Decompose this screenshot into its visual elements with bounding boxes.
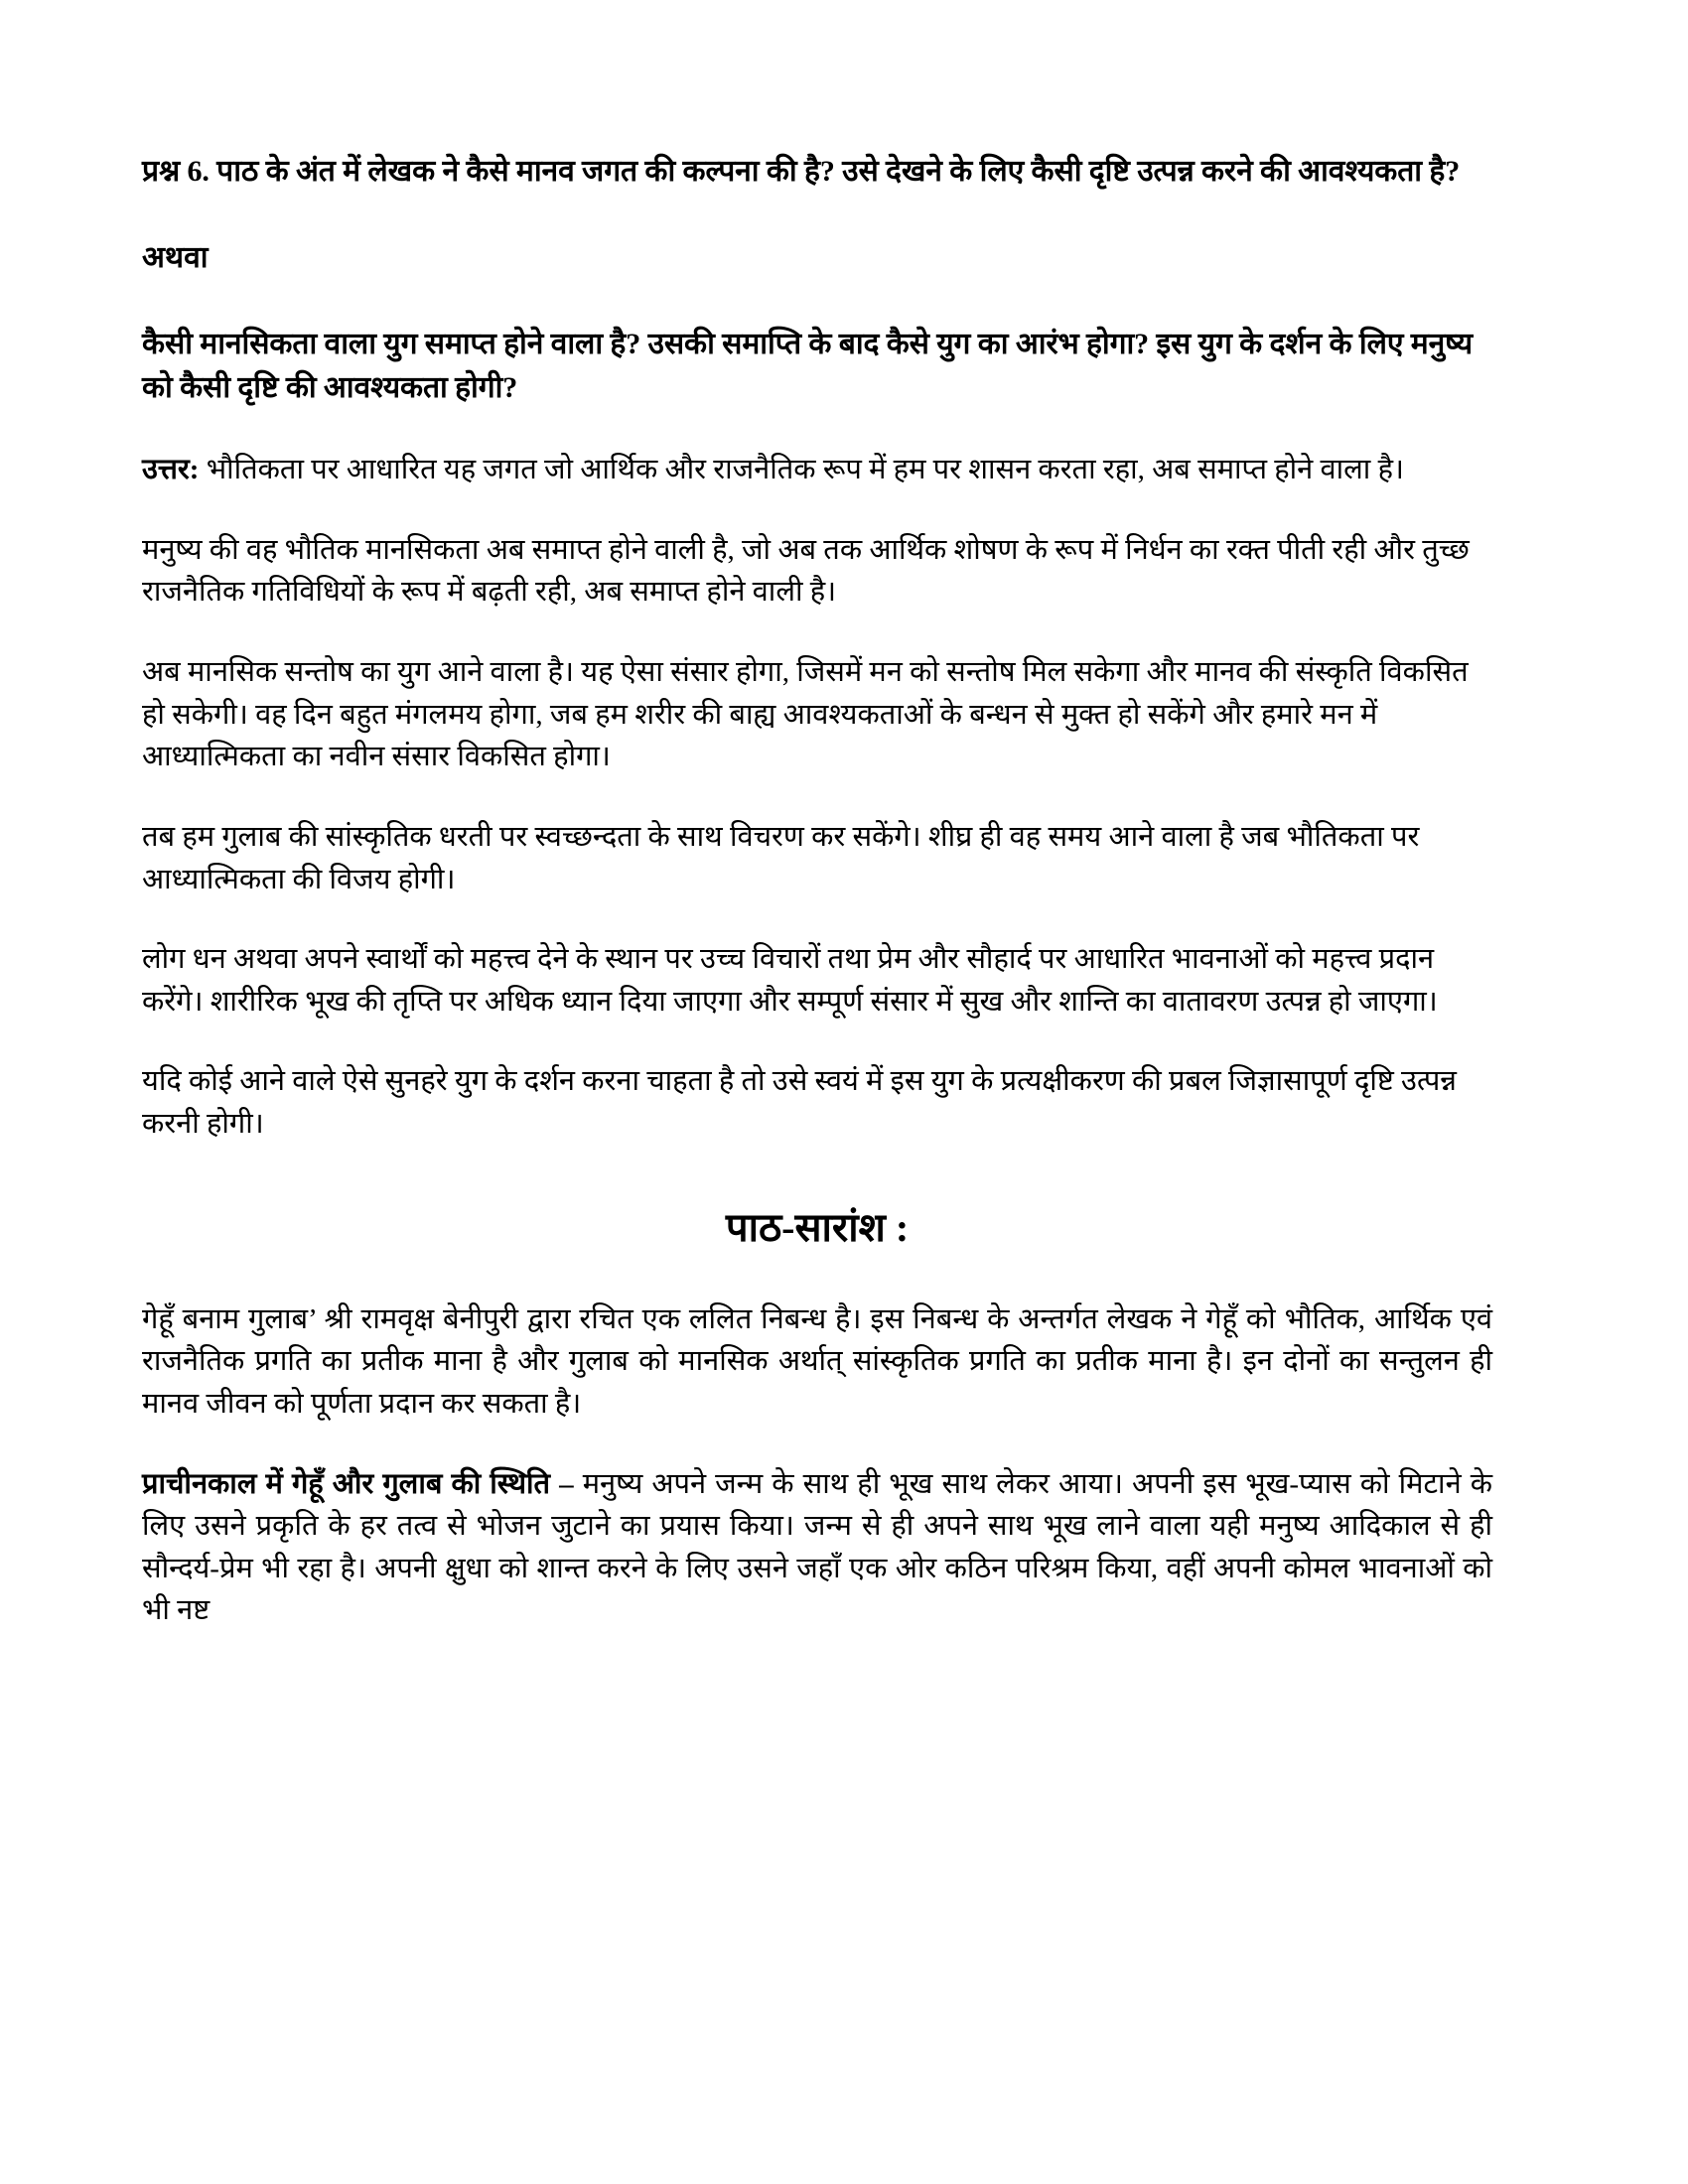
summary-section-title: पाठ-सारांश : (725, 1204, 910, 1250)
answer-paragraph-4: तब हम गुलाब की सांस्कृतिक धरती पर स्वच्छन्दता के साथ विचरण कर सकेंगे। शीघ्र ही वह समय आने वाला है जब भौतिकता पर आध्यात्मिकता की विजय होगी। (142, 820, 1420, 895)
answer-paragraph-1-text: भौतिकता पर आधारित यह जगत जो आर्थिक और राजनैतिक रूप में हम पर शासन करता रहा, अब समाप्त होने वाला है। (199, 454, 1404, 486)
answer-paragraph-3: अब मानसिक सन्तोष का युग आने वाला है। यह ऐसा संसार होगा, जिसमें मन को सन्तोष मिल सकेगा और मानव की संस्कृति विकसित हो सकेगी। वह दिन बहुत मंगलमय होगा, जब हम शरीर की बाह्य आवश्यकताओं के बन्धन से मुक्त हो सकेंगे और हमारे मन में आध्यात्मिकता का नवीन संसार विकसित होगा। (142, 656, 1469, 773)
summary-subsection-heading: प्राचीनकाल में गेहूँ और गुलाब की स्थिति – (142, 1467, 574, 1500)
answer-paragraph-6: यदि कोई आने वाले ऐसे सुनहरे युग के दर्शन करना चाहता है तो उसे स्वयं में इस युग के प्रत्यक्षीकरण की प्रबल जिज्ञासापूर्ण दृष्टि उत्पन्न करनी होगी। (142, 1065, 1457, 1141)
question-heading: प्रश्न 6. पाठ के अंत में लेखक ने कैसे मानव जगत की कल्पना की है? उसे देखने के लिए कैसी दृष्टि उत्पन्न करने की आवश्यकता है? (142, 155, 1461, 188)
answer-paragraph-1 (142, 449, 1492, 491)
summary-subsection-body: मनुष्य अपने जन्म के साथ ही भूख साथ लेकर आया। अपनी इस भूख-प्यास को मिटाने के लिए उसने प्रकृति के हर तत्व से भोजन जुटाने का प्रयास किया। जन्म से ही अपने साथ भूख लाने वाला यही मनुष्य आदिकाल से ही सौन्दर्य-प्रेम भी रहा है। अपनी क्षुधा को शान्त करने के लिए उसने जहाँ एक ओर कठिन परिश्रम किया, वहीं अपनी कोमल भावनाओं को भी नष्ट (142, 1467, 1493, 1627)
answer-label: उत्तर: (142, 454, 200, 486)
document-body (142, 151, 1492, 1632)
alternative-question-heading: कैसी मानसिकता वाला युग समाप्त होने वाला है? उसकी समाप्ति के बाद कैसे युग का आरंभ होगा? इस युग के दर्शन के लिए मनुष्य को कैसी दृष्टि की आवश्यकता होगी? (142, 328, 1474, 404)
summary-subsection-paragraph (142, 1463, 1492, 1633)
answer-paragraph-2: मनुष्य की वह भौतिक मानसिकता अब समाप्त होने वाली है, जो अब तक आर्थिक शोषण के रूप में निर्धन का रक्त पीती रही और तुच्छ राजनैतिक गतिविधियों के रूप में बढ़ती रही, अब समाप्त होने वाली है। (142, 533, 1470, 609)
summary-intro-paragraph: गेहूँ बनाम गुलाब’ श्री रामवृक्ष बेनीपुरी द्वारा रचित एक ललित निबन्ध है। इस निबन्ध के अन्तर्गत लेखक ने गेहूँ को भौतिक, आर्थिक एवं राजनैतिक प्रगति का प्रतीक माना है और गुलाब को मानसिक अर्थात् सांस्कृतिक प्रगति का प्रतीक माना है। इन दोनों का सन्तुलन ही मानव जीवन को पूर्णता प्रदान कर सकता है। (142, 1302, 1492, 1420)
answer-paragraph-5: लोग धन अथवा अपने स्वार्थों को महत्त्व देने के स्थान पर उच्च विचारों तथा प्रेम और सौहार्द पर आधारित भावनाओं को महत्त्व प्रदान करेंगे। शारीरिक भूख की तृप्ति पर अधिक ध्यान दिया जाएगा और सम्पूर्ण संसार में सुख और शान्ति का वातावरण उत्पन्न हो जाएगा। (142, 943, 1438, 1018)
alternative-label: अथवा (142, 240, 209, 274)
